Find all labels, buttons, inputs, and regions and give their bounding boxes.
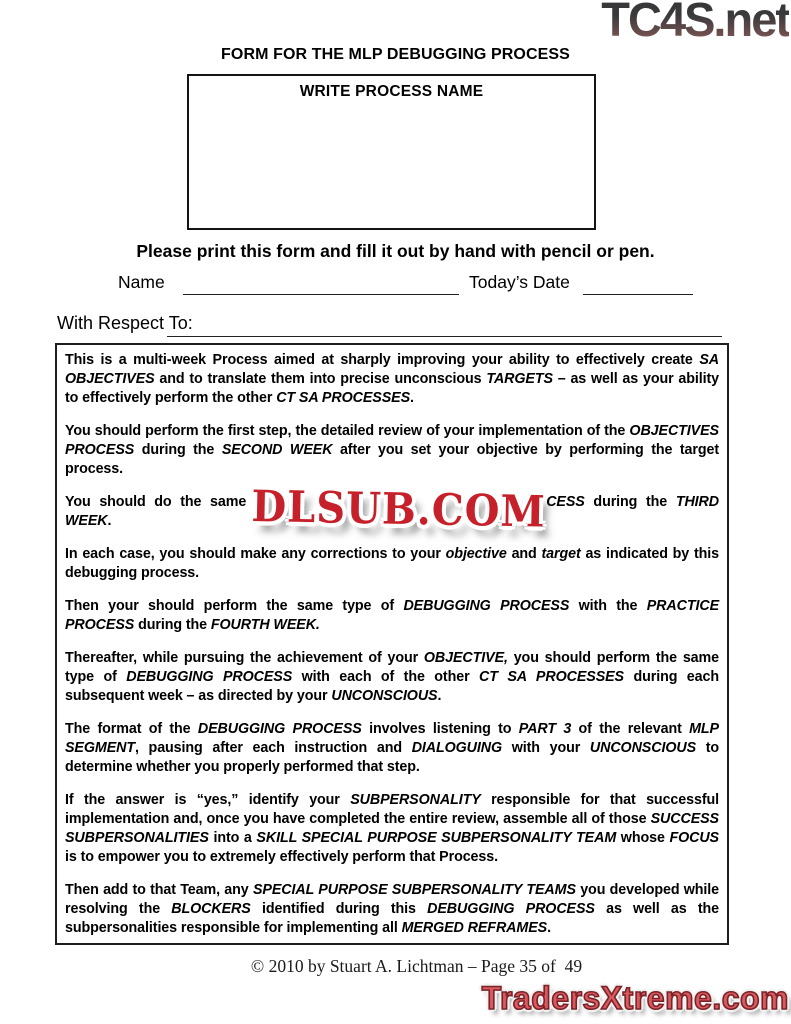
name-date-row [0,272,791,298]
dlsub-watermark: DLSUB.COM [251,481,547,538]
copyright-line: © 2010 by Stuart A. Lichtman – Page 35 of 49 [250,956,583,976]
date-label: Today’s Date [469,272,570,292]
tradersxtreme-logo: TradersXtreme.com [481,980,789,1016]
paragraph: Thereafter, while pursuing the achievement of your OBJECTIVE, you should perform the same type of DEBUGGING PROCESS with each of the other CT SA PROCESSES during each subsequent week – as directed by your UNCONSCIOUS. [65,650,719,704]
paragraph: In each case, you should make any corrections to your objective and target as indicated by this debugging process. [65,546,719,581]
paragraph: Then add to that Team, any SPECIAL PURPOSE SUBPERSONALITY TEAMS you developed while resolving the BLOCKERS identified during this DEBUGGING PROCESS as well as the subpersonalities responsible for implementing all MERGED REFRAMES. [65,882,720,936]
print-instruction: Please print this form and fill it out by hand with pencil or pen. [136,241,655,261]
with-respect-blank-line [167,336,722,337]
name-label: Name [118,272,165,292]
paragraph: Then your should perform the same type of DEBUGGING PROCESS with the PRACTICE PROCESS during the FOURTH WEEK. [65,598,720,633]
name-blank-line [183,294,459,295]
form-title: FORM FOR THE MLP DEBUGGING PROCESS [221,46,570,63]
paragraph: You should perform the first step, the detailed review of your implementation of the OBJECTIVES PROCESS during the SECOND WEEK after you set your objective by performing the target process. [65,423,720,477]
process-name-label: WRITE PROCESS NAME [299,83,484,100]
with-respect-label: With Respect To: [57,313,193,333]
paragraph: You should do the same CESS during the THIRD WEEK. [65,494,719,529]
paragraph: This is a multi-week Process aimed at sharply improving your ability to effectively create SA OBJECTIVES and to translate them into precise unconscious TARGETS – as well as your ability to effectively perform the other CT SA PROCESSES. [65,352,719,406]
date-blank-line [583,294,693,295]
paragraph: The format of the DEBUGGING PROCESS involves listening to PART 3 of the relevant MLP SEGMENT, pausing after each instruction and DIALOGUING with your UNCONSCIOUS to determine whether you properly performed that step. [65,721,719,775]
body-paragraphs [65,351,719,938]
instructions-box [55,343,729,945]
process-name-box [187,74,596,230]
with-respect-row [0,313,791,341]
paragraph: If the answer is “yes,” identify your SUBPERSONALITY responsible for that successful implementation and, once you have completed the entire review, assemble all of those SUCCESS SUBPERSONALITIES into a SKILL SPECIAL PURPOSE SUBPERSONALITY TEAM whose FOCUS is to empower you to extremely effectively perform that Process. [65,792,719,865]
tc4s-logo: TC4S.net [601,0,789,45]
